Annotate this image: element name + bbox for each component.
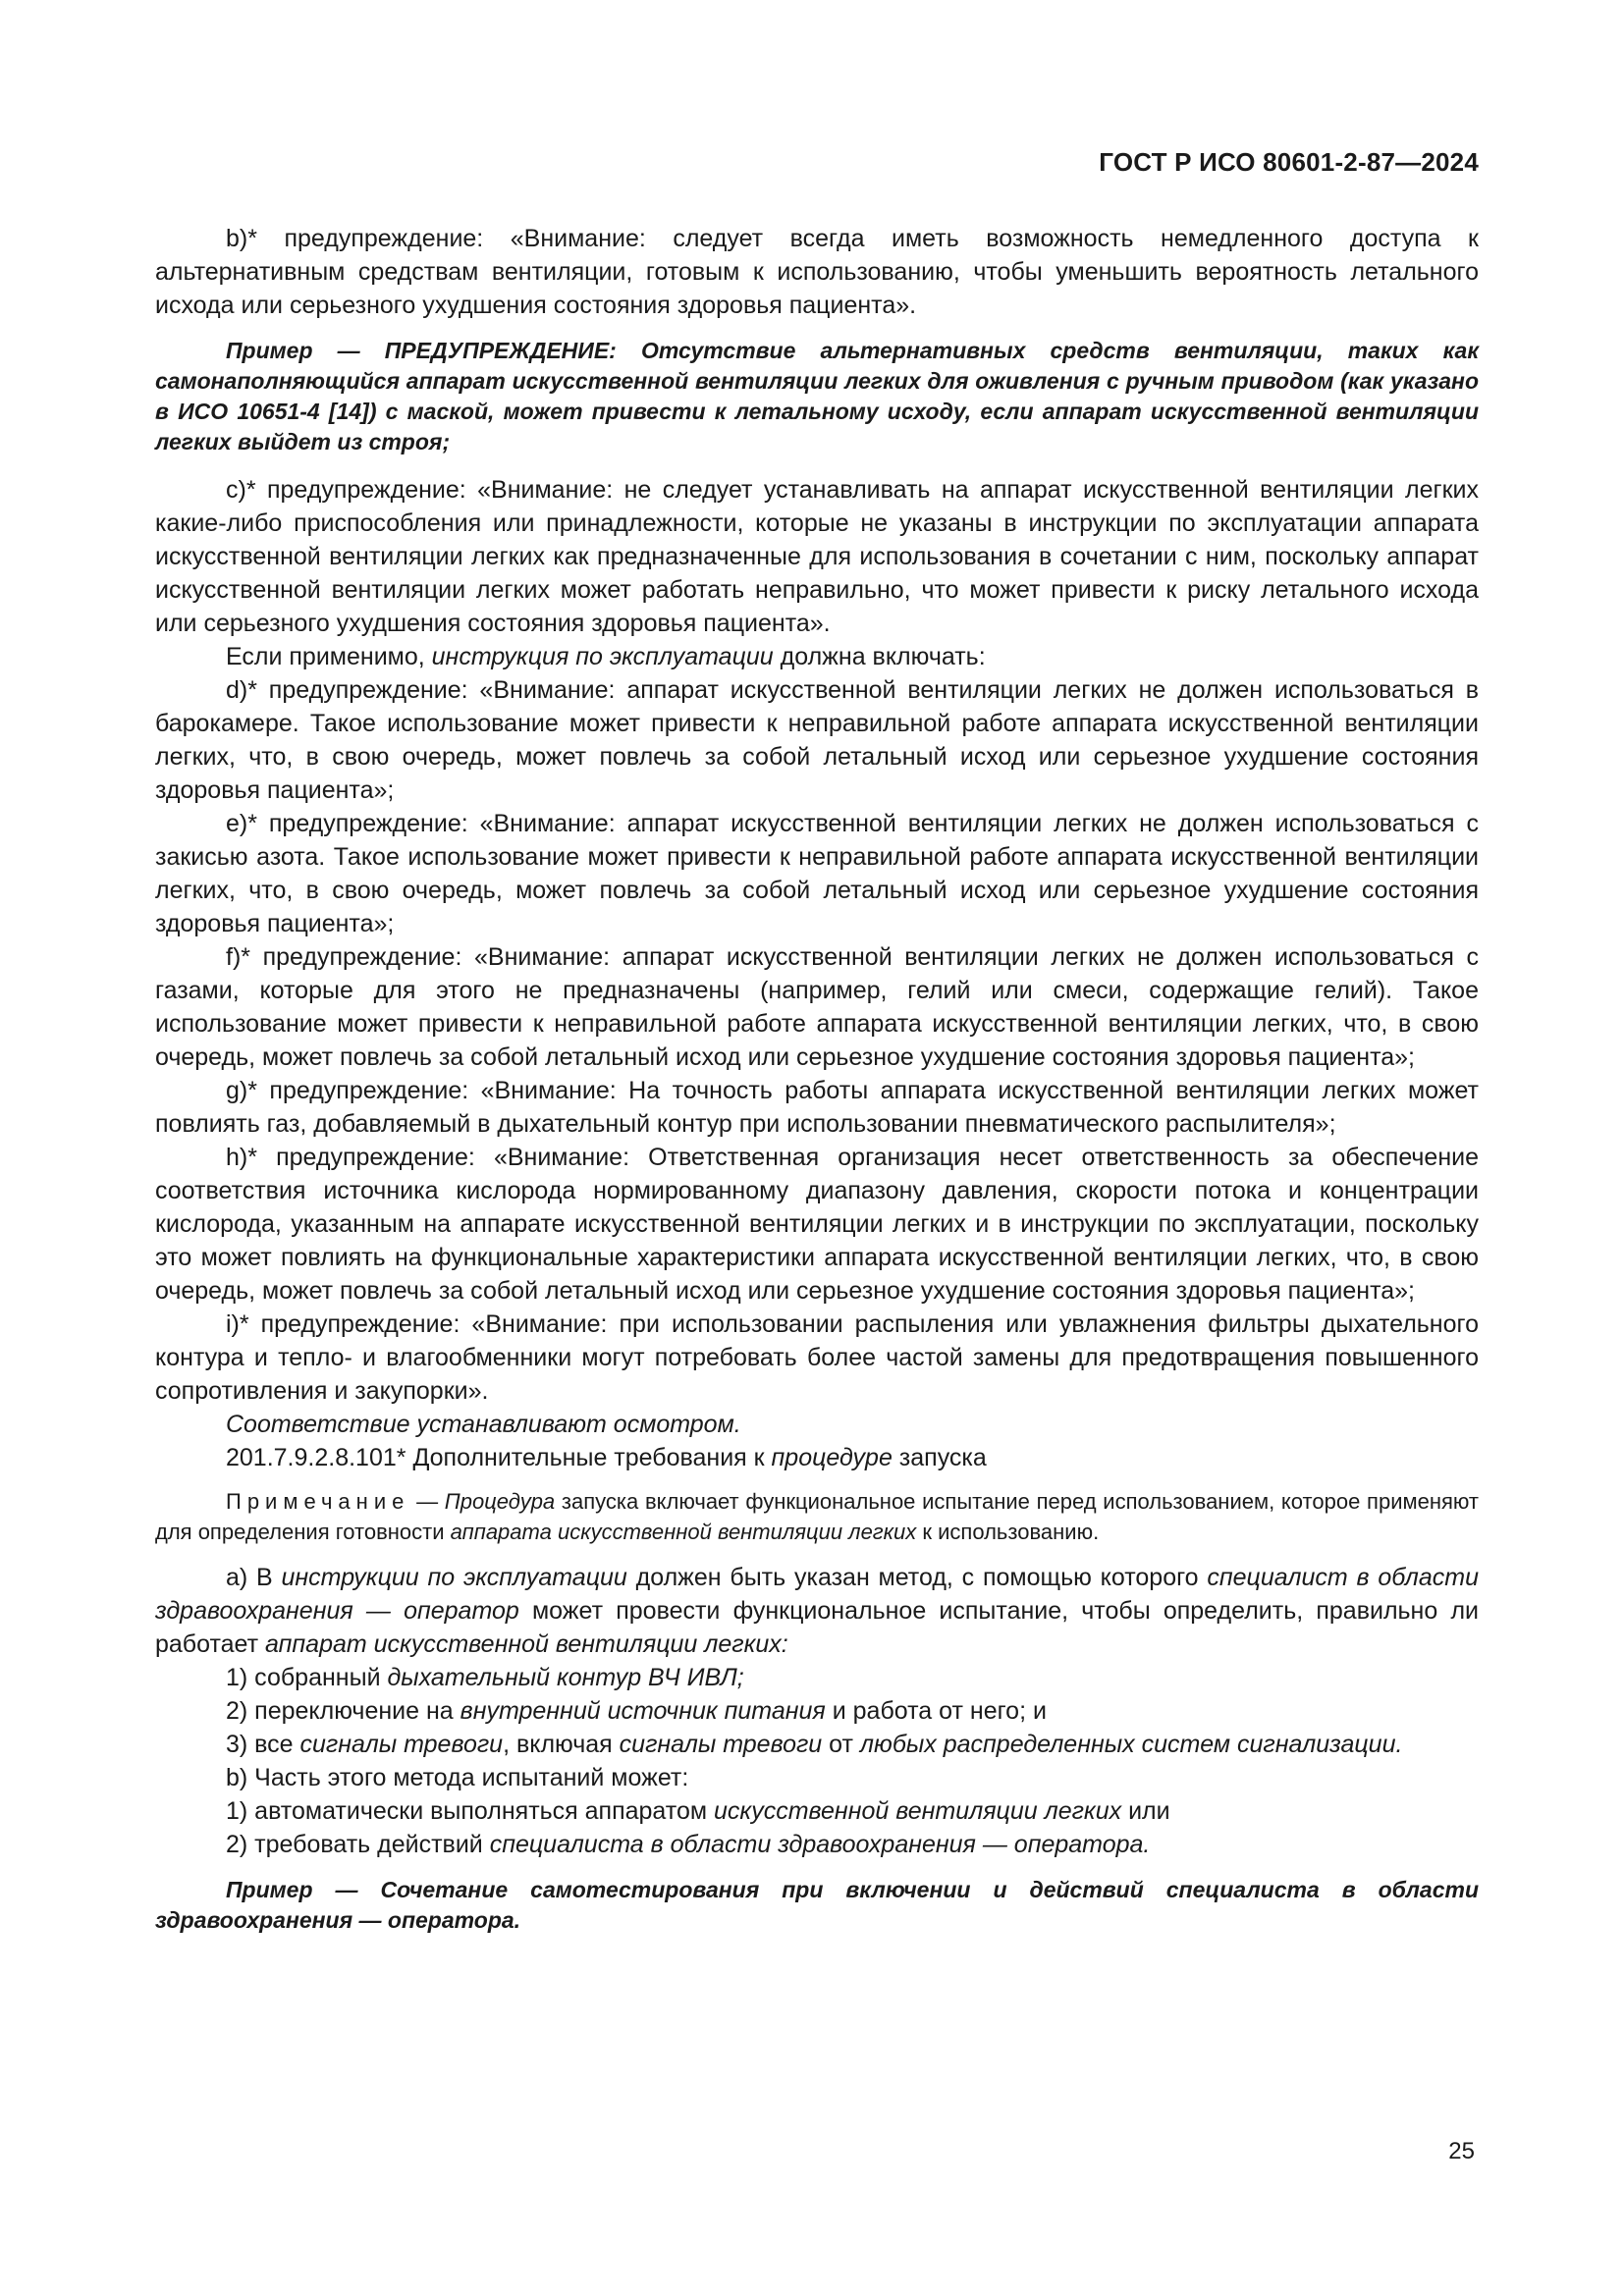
- term: аппарата искусственной вентиляции легких: [450, 1520, 917, 1544]
- term: сигналы тревоги: [299, 1731, 504, 1758]
- paragraph-h-warning: h)* предупреждение: «Внимание: Ответственная организация несет ответственность за обеспечение соответствия источника кислорода нормированному диапазону давления, скорости потока и концентрации кислорода, указанным на аппарате искусственной вентиляции легких и в инструкции по эксплуатации, поскольку это может повлиять на функциональные характеристики аппарата искусственной вентиляции легких, что, в свою очередь, может повлечь за собой летальный исход или серьезное ухудшение состояния здоровья пациента»;: [155, 1144, 1479, 1305]
- paragraph-i-warning: i)* предупреждение: «Внимание: при использовании распыления или увлажнения фильтры дыхательного контура и тепло- и влагообменники могут потребовать более частой замены для предотвращения повышенного сопротивления и закупорки».: [155, 1310, 1479, 1405]
- text: к использованию.: [916, 1520, 1100, 1544]
- term: любых распределенных систем сигнализации.: [859, 1731, 1403, 1758]
- page-number: 25: [1448, 2138, 1475, 2164]
- list-item-a3: [155, 1728, 1479, 1761]
- text: Если применимо,: [226, 643, 432, 670]
- paragraph-f-warning: f)* предупреждение: «Внимание: аппарат искусственной вентиляции легких не должен использоваться с газами, которые для этого не предназначены (например, гелий или смеси, содержащие гелий). Такое использование может привести к неправильной работе аппарата искусственной вентиляции легких, что, в свою очередь, может повлечь за собой летальный исход или серьезное ухудшение состояния здоровья пациента»;: [155, 943, 1479, 1071]
- term: Процедура: [444, 1489, 556, 1514]
- term: специалист в области здравоохранения — оператор: [155, 1564, 1480, 1625]
- text: и работа от него; и: [825, 1697, 1047, 1725]
- term: аппарат искусственной вентиляции легких:: [265, 1630, 788, 1658]
- text: может провести функциональное испытание, чтобы определить, правильно ли работает: [155, 1597, 1480, 1658]
- paragraph-e-warning: e)* предупреждение: «Внимание: аппарат искусственной вентиляции легких не должен использоваться с закисью азота. Такое использование может привести к неправильной работе аппарата искусственной вентиляции легких, что, в свою очередь, может повлечь за собой летальный исход или серьезное ухудшение состояния здоровья пациента»;: [155, 810, 1479, 937]
- paragraph-a: [155, 1561, 1479, 1661]
- text: 3) все: [226, 1731, 300, 1758]
- text: должен быть указан метод, с помощью которого: [626, 1564, 1208, 1591]
- list-item-a1: [155, 1661, 1479, 1694]
- text: или: [1121, 1797, 1170, 1825]
- document-body: [155, 222, 1479, 1951]
- clause-heading: [155, 1441, 1479, 1474]
- term: инструкции по эксплуатации: [281, 1564, 627, 1591]
- standard-header: ГОСТ Р ИСО 80601-2-87—2024: [1099, 147, 1479, 177]
- text: 2) требовать действий: [226, 1831, 490, 1858]
- paragraph-g-warning: g)* предупреждение: «Внимание: На точность работы аппарата искусственной вентиляции легких может повлиять газ, добавляемый в дыхательный контур при использовании пневматического распылителя»;: [155, 1077, 1479, 1138]
- text: 1) собранный: [226, 1664, 388, 1691]
- paragraph-b-warning: b)* предупреждение: «Внимание: следует всегда иметь возможность немедленного доступа к альтернативным средствам вентиляции, готовым к использованию, чтобы уменьшить вероятность летального исхода или серьезного ухудшения состояния здоровья пациента».: [155, 225, 1479, 319]
- term: специалиста в области здравоохранения — оператора.: [489, 1831, 1151, 1858]
- paragraph-c-warning: c)* предупреждение: «Внимание: не следует устанавливать на аппарат искусственной вентиляции легких какие-либо приспособления или принадлежности, которые не указаны в инструкции по эксплуатации аппарата искусственной вентиляции легких как предназначенные для использования в сочетании с ним, поскольку аппарат искусственной вентиляции легких может работать неправильно, что может привести к риску летального исхода или серьезного ухудшения состояния здоровья пациента».: [155, 476, 1479, 637]
- example-2: Пример — Сочетание самотестирования при включении и действий специалиста в области здравоохранения — оператора.: [155, 1877, 1479, 1933]
- text: —: [409, 1489, 445, 1514]
- text: а) В: [226, 1564, 282, 1591]
- text: от: [822, 1731, 860, 1758]
- note-paragraph: [155, 1486, 1479, 1547]
- compliance-statement: [155, 1408, 1479, 1441]
- paragraph-if-applicable: [155, 640, 1479, 673]
- paragraph-d-warning: d)* предупреждение: «Внимание: аппарат искусственной вентиляции легких не должен использоваться в барокамере. Такое использование может привести к неправильной работе аппарата искусственной вентиляции легких, что, в свою очередь, может повлечь за собой летальный исход или серьезное ухудшение состояния здоровья пациента»;: [155, 676, 1479, 804]
- compliance-text: Соответствие устанавливают осмотром.: [226, 1411, 741, 1438]
- term-instructions: инструкция по эксплуатации: [431, 643, 774, 670]
- text: запуска: [892, 1444, 987, 1471]
- paragraph-b2: b) Часть этого метода испытаний может:: [226, 1764, 689, 1791]
- list-item-b1: [155, 1794, 1479, 1828]
- text: должна включать:: [773, 643, 986, 670]
- list-item-b2: [155, 1828, 1479, 1861]
- text: 1) автоматически выполняться аппаратом: [226, 1797, 714, 1825]
- text: 2) переключение на: [226, 1697, 460, 1725]
- list-item-a2: [155, 1694, 1479, 1728]
- term: дыхательный контур ВЧ ИВЛ;: [387, 1664, 744, 1691]
- term: искусственной вентиляции легких: [714, 1797, 1122, 1825]
- text: , включая: [503, 1731, 620, 1758]
- note-label: Примечание: [226, 1489, 410, 1514]
- text: запуска включает функциональное испытание перед использованием, которое применяют для определения готовности: [155, 1489, 1480, 1544]
- term: сигналы тревоги: [619, 1731, 823, 1758]
- term-procedure: процедуре: [771, 1444, 893, 1471]
- example-warning-1: Пример — ПРЕДУПРЕЖДЕНИЕ: Отсутствие альтернативных средств вентиляции, таких как самонаполняющийся аппарат искусственной вентиляции легких для оживления с ручным приводом (как указано в ИСО 10651-4 [14]) с маской, может привести к летальному исходу, если аппарат искусственной вентиляции легких выйдет из строя;: [155, 338, 1479, 454]
- text: 201.7.9.2.8.101* Дополнительные требования к: [226, 1444, 772, 1471]
- term: внутренний источник питания: [460, 1697, 826, 1725]
